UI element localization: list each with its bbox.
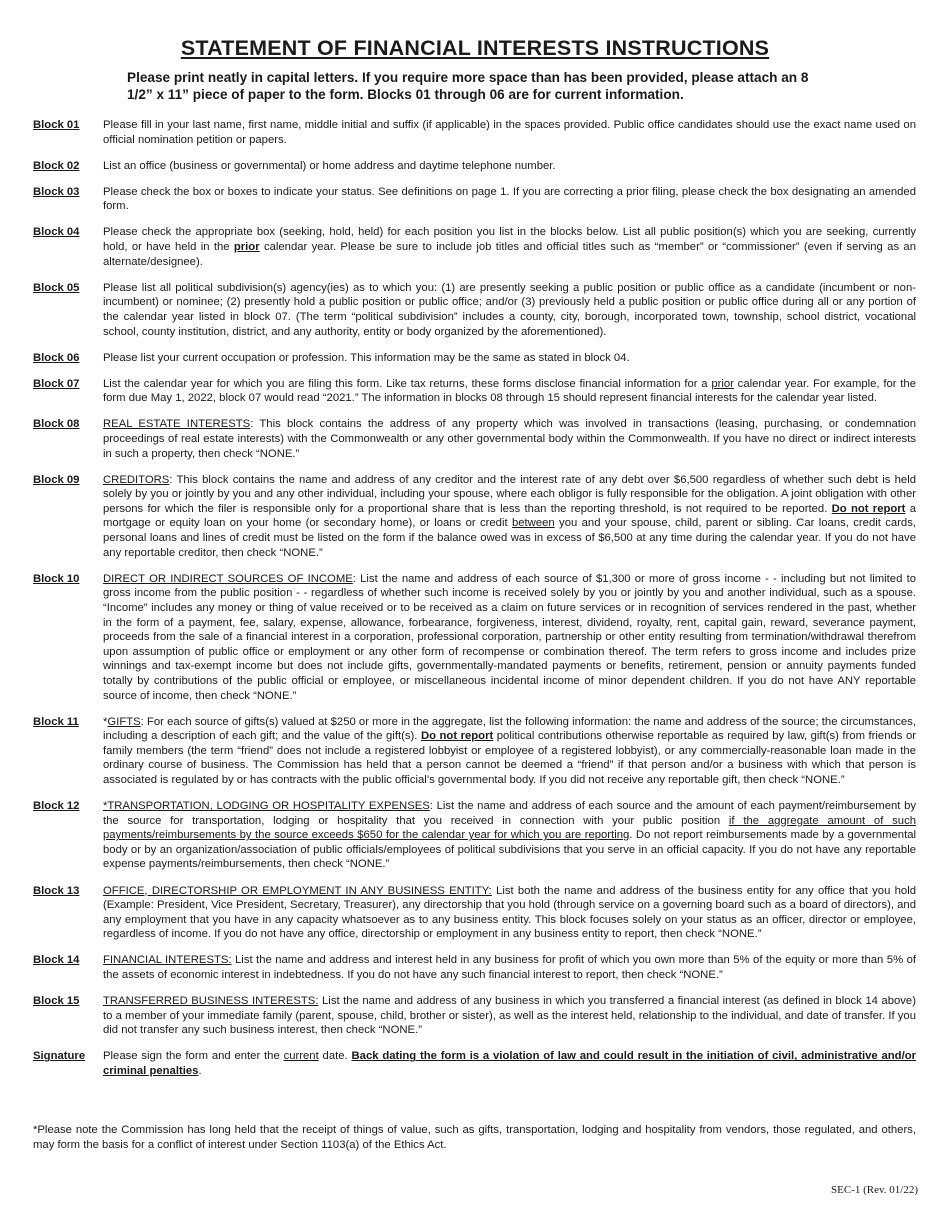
block-07 xyxy=(33,377,916,406)
block-heading: GIFTS xyxy=(107,715,141,728)
block-label: Block 09 xyxy=(33,473,80,486)
block-heading: DIRECT OR INDIRECT SOURCES OF INCOME xyxy=(103,572,353,585)
block-12 xyxy=(33,799,916,872)
block-signature xyxy=(33,1049,916,1078)
block-05 xyxy=(33,281,916,339)
block-text: List an office (business or governmental) or home address and daytime telephone number. xyxy=(103,159,556,172)
block-text: TRANSFERRED BUSINESS INTERESTS: List the name and address of any business in which you transferred a financial interest (as defined in block 14 above) to a member of your immediate family (parent, spouse, child, brother or sister), as well as the interest held, relationship to the individual, and date of transfer. If you did not transfer any such business interest, then check “NONE.” xyxy=(103,995,916,1037)
emphasis: if the aggregate amount of such payments/reimbursements by the source exceeds $650 for the calendar year for which you are reporting xyxy=(103,814,916,842)
block-label: Block 06 xyxy=(33,351,80,364)
block-heading: FINANCIAL INTERESTS: xyxy=(103,954,232,967)
block-14 xyxy=(33,953,916,982)
block-text: FINANCIAL INTERESTS: List the name and address and interest held in any business for profit of which you own more than 5% of the equity or more than 5% of the assets of economic interest in indebtedness. If you do not have any such financial interest to report, then check “NONE.” xyxy=(103,954,916,981)
block-text: Please check the appropriate box (seeking, hold, held) for each position you list in the blocks below. List all public position(s) which you are seeking, currently hold, or have held in the prior calendar year. Please be sure to include job titles and official titles such as “member” or “commissioner” (even if serving as an alternate/designee). xyxy=(103,226,916,268)
block-heading: *TRANSPORTATION, LODGING OR HOSPITALITY EXPENSES xyxy=(103,800,430,813)
block-01 xyxy=(33,118,916,147)
block-label: Block 04 xyxy=(33,226,80,239)
block-04 xyxy=(33,225,916,269)
block-label: Block 02 xyxy=(33,159,80,172)
block-text: CREDITORS: This block contains the name and address of any creditor and the interest rate of any debt over $6,500 regardless of whether such debt is held solely by you or jointly by you and any other individual, including your spouse, where each obligor is fully responsible for the obligation. A joint obligation with other persons for which the filer is responsible only for a proportional share that is less than the reporting threshold, is not required to be reported. Do not report a mortgage or equity loan on your home (or secondary home), or loans or credit between you and your spouse, child, parent or sibling. Car loans, credit cards, personal loans and lines of credit must be listed on the form if the balance owed was in excess of $6,500 at any time during the calendar year. If you do not have any reportable creditor, then check “NONE.” xyxy=(103,473,917,559)
instructions-intro: Please print neatly in capital letters. If you require more space than has been provided, please attach an 8 1/2” x 11” piece of paper to the form. Blocks 01 through 06 are for current information. xyxy=(127,70,809,102)
block-10 xyxy=(33,572,916,703)
warning: Do not report xyxy=(831,502,906,515)
block-11 xyxy=(33,715,916,788)
block-heading: CREDITORS xyxy=(103,473,170,486)
page-title: STATEMENT OF FINANCIAL INTERESTS INSTRUCTIONS xyxy=(180,36,770,60)
block-text: Please fill in your last name, first name, middle initial and suffix (if applicable) in the spaces provided. Public office candidates should use the exact name used on official nomination petition or papers. xyxy=(103,119,916,146)
instruction-blocks xyxy=(33,118,916,1090)
block-13 xyxy=(33,884,916,942)
block-heading: TRANSFERRED BUSINESS INTERESTS: xyxy=(103,995,319,1008)
block-text: Please list all political subdivision(s) agency(ies) as to which you: (1) are presently seeking a public position or public office as a candidate (incumbent or non-incumbent) or nominee; (2) presently hold a public position or public office; and/or (3) previously held a public position or public office during all or any portion of the calendar year listed in block 07. (The term “political subdivision” includes a county, city, borough, incorporated town, township, school district, vocational school, county institution, district, and any authority, entity or body organized by the aforementioned). xyxy=(103,281,916,338)
block-label: Block 12 xyxy=(33,800,80,813)
emphasis: prior xyxy=(711,377,734,390)
block-02 xyxy=(33,159,916,174)
form-revision: SEC-1 (Rev. 01/22) xyxy=(831,1184,918,1196)
warning: Do not report xyxy=(420,730,494,743)
block-03 xyxy=(33,185,916,214)
block-text: List the calendar year for which you are filing this form. Like tax returns, these forms disclose financial information for a prior calendar year. For example, for the form due May 1, 2022, block 07 would read “2021.” The information in blocks 08 through 15 should represent financial interests for the calendar year listed. xyxy=(103,377,916,405)
block-heading: REAL ESTATE INTERESTS xyxy=(103,418,251,431)
block-text: *TRANSPORTATION, LODGING OR HOSPITALITY EXPENSES: List the name and address of each source and the amount of each payment/reimbursement by the source for transportation, lodging or hospitality that you received in connection with your public position if the aggregate amount of such payments/reimbursements by the source exceeds $650 for the calendar year for which you are reporting. Do not report reimbursements made by a governmental body or by an organization/association of public officials/employees of political subdivisions that you serve in an official capacity. If you do not have any reportable expense payments/reimbursements, then check “NONE.” xyxy=(103,800,917,871)
block-heading: OFFICE, DIRECTORSHIP OR EMPLOYMENT IN ANY BUSINESS ENTITY: xyxy=(103,884,492,897)
block-text: REAL ESTATE INTERESTS: This block contains the address of any property which was involved in transactions (leasing, purchasing, or condemnation proceedings of real estate interests) with the Commonwealth or any other governmental body within the Commonwealth. If you have no direct or indirect interests in such a property, then check “NONE.” xyxy=(103,418,917,460)
block-text: Please list your current occupation or profession. This information may be the same as stated in block 04. xyxy=(103,351,630,364)
footnote: *Please note the Commission has long held that the receipt of things of value, such as gifts, transportation, lodging and hospitality from vendors, those regulated, and others, may form the basis for a conflict of interest under Section 1103(a) of the Ethics Act. xyxy=(33,1124,916,1151)
block-text: OFFICE, DIRECTORSHIP OR EMPLOYMENT IN ANY BUSINESS ENTITY: List both the name and address of the business entity for any office that you hold (Example: President, Vice President, Secretary, Treasurer), any directorship that you hold (through service on a governing board such as a board of directors), and any employment that you have in any capacity whatsoever as to any business entity. This block focuses solely on your status as an officer, director or employee, regardless of income. If you do not have any office, directorship or employment in any business entity to report, then check “NONE.” xyxy=(103,884,917,941)
block-label: Block 03 xyxy=(33,185,80,198)
block-label: Block 08 xyxy=(33,418,80,431)
block-08 xyxy=(33,417,916,461)
block-label: Block 13 xyxy=(33,884,80,897)
block-text: DIRECT OR INDIRECT SOURCES OF INCOME: List the name and address of each source of $1,300 or more of gross income - - including but not limited to gross income from the public position - - regardless of whether such income is received solely by you or jointly by you and another individual, such as a spouse. “Income” includes any money or thing of value received or to be received as a claim on future services or in recognition of services rendered in the past, whether in the form of a payment, fee, salary, expense, allowance, forbearance, forgiveness, interest, dividend, royalty, rent, capital gain, reward, severance payment, proceeds from the sale of a financial interest in a corporation, professional corporation, partnership or other entity resulting from termination/withdrawal therefrom upon assumption of public office or employment or any other form of recompense or combination thereof. The term refers to gross income and includes prize winnings and tax-exempt income but does not include gifts, governmentally-mandated payments or benefits, retirement, pension or annuity payments funded totally by contributions of the public official or employee, or miscellaneous incidental income of minor dependent children. If you do not have ANY reportable source of income, then check “NONE.” xyxy=(103,572,916,702)
block-label: Block 07 xyxy=(33,377,80,390)
emphasis: prior xyxy=(233,241,260,254)
warning: Back dating the form is a violation of law and could result in the initiation of civil, administrative and/or criminal penalties xyxy=(103,1050,917,1077)
emphasis: between xyxy=(511,517,555,530)
block-text: *GIFTS: For each source of gifts(s) valued at $250 or more in the aggregate, list the following information: the name and address of the source; the circumstances, including a description of each gift; and the value of the gift(s). Do not report political contributions otherwise reportable as required by law, gift(s) from friends or family members (the term “friend” does not include a registered lobbyist or employee of a registered lobbyist), or any commercially-reasonable loan made in the ordinary course of business. The Commission has held that a person cannot be deemed a “friend” if that person and/or a business with which that person is associated is regulated by or has contracts with the public official’s governmental body. If you did not receive any reportable gift, then check “NONE.” xyxy=(103,715,916,786)
block-label: Block 15 xyxy=(33,995,80,1008)
block-15 xyxy=(33,994,916,1038)
block-text: Please sign the form and enter the current date. Back dating the form is a violation of law and could result in the initiation of civil, administrative and/or criminal penalties. xyxy=(103,1050,917,1077)
block-06 xyxy=(33,351,916,366)
block-label: Signature xyxy=(33,1050,86,1063)
emphasis: current xyxy=(283,1050,319,1063)
block-label: Block 10 xyxy=(33,572,80,585)
block-label: Block 01 xyxy=(33,119,80,131)
block-label: Block 14 xyxy=(33,954,80,967)
block-text: Please check the box or boxes to indicate your status. See definitions on page 1. If you are correcting a prior filing, please check the box designating an amended form. xyxy=(103,185,916,213)
block-09 xyxy=(33,473,916,561)
block-label: Block 05 xyxy=(33,281,80,294)
block-label: Block 11 xyxy=(33,715,79,728)
